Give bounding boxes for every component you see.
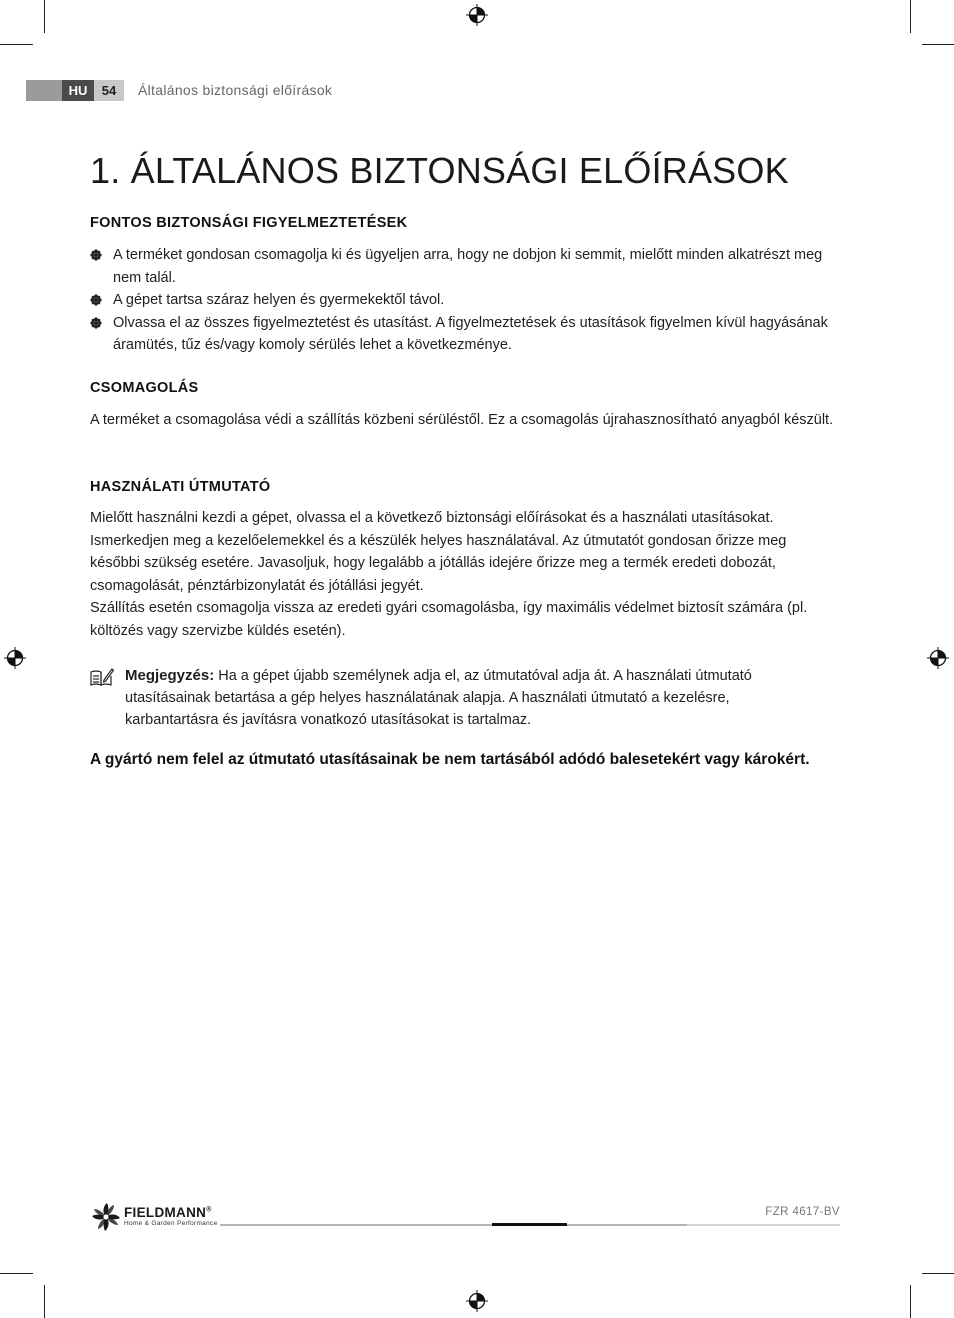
- crosshair-registration-icon: [927, 647, 949, 669]
- fan-flower-logo-icon: [90, 1201, 122, 1233]
- bullet-text: A gépet tartsa száraz helyen és gyermekektől távol.: [113, 292, 445, 308]
- crop-mark: [910, 1285, 911, 1318]
- manual-paragraph-1: Mielőtt használni kezdi a gépet, olvassa el a következő biztonsági előírásokat és a használati utasításokat. Ismerkedjen meg a kezelőelemekkel és a készülék helyes használatával. Az útmutatót gondosan őrizze meg későbbi szükség esetére. Javasoljuk, hogy legalább a jótállás idejére őrizze meg a termék eredeti dobozát, csomagolását, pénztárbizonylatát és jótállási jegyét.: [90, 510, 787, 594]
- crop-mark: [910, 0, 911, 33]
- registered-mark: ®: [206, 1206, 212, 1214]
- crop-mark: [0, 1273, 33, 1274]
- open-book-pencil-icon: [90, 667, 114, 687]
- bullet-text: A terméket gondosan csomagolja ki és ügyeljen arra, hogy ne dobjon ki semmit, mielőtt minden alkatrészt meg nem talál.: [113, 247, 823, 286]
- crop-mark: [0, 44, 33, 45]
- footer-rule: [687, 1224, 840, 1226]
- section-heading-packaging: CSOMAGOLÁS: [90, 380, 199, 396]
- manual-paragraph-2: Szállítás esetén csomagolja vissza az eredeti gyári csomagolásba, így maximális védelmet biztosít számára (pl. költözés vagy szervizbe küldés esetén).: [90, 600, 808, 639]
- bullet-text: Olvassa el az összes figyelmeztetést és utasítást. A figyelmeztetések és utasítások figyelmen kívül hagyásának áramütés, tűz és/vagy komoly sérülés lehet a következménye.: [113, 314, 828, 353]
- header-accent-bar: [26, 80, 62, 101]
- footer-rule: [567, 1224, 687, 1226]
- running-header-title: Általános biztonsági előírások: [138, 82, 333, 98]
- language-badge: HU: [62, 80, 94, 101]
- crop-mark: [44, 0, 45, 33]
- model-number: FZR 4617-BV: [765, 1206, 840, 1218]
- brand-tagline: Home & Garden Performance: [124, 1220, 218, 1227]
- packaging-text: A terméket a csomagolása védi a szállítás közbeni sérüléstől. Ez a csomagolás újrahasznosítható anyagból készült.: [90, 412, 834, 428]
- crosshair-registration-icon: [4, 647, 26, 669]
- crosshair-registration-icon: [466, 4, 488, 26]
- brand-text: FIELDMANN: [124, 1205, 207, 1220]
- section-heading-warnings: FONTOS BIZTONSÁGI FIGYELMEZTETÉSEK: [90, 215, 408, 231]
- list-item: [90, 289, 830, 312]
- list-item: [90, 312, 830, 357]
- crosshair-registration-icon: [466, 1290, 488, 1312]
- list-item: [90, 244, 830, 289]
- brand-logo: [90, 1201, 220, 1235]
- asterisk-flower-icon: [90, 294, 102, 306]
- page-number: 54: [94, 80, 124, 101]
- note-label: Megjegyzés:: [125, 667, 215, 684]
- disclaimer: A gyártó nem felel az útmutató utasításainak be nem tartásából adódó balesetekért vagy károkért.: [90, 751, 810, 768]
- warning-list: [90, 244, 830, 357]
- crop-mark: [922, 1273, 954, 1274]
- asterisk-flower-icon: [90, 249, 102, 261]
- footer-rule-accent: [492, 1223, 567, 1226]
- crop-mark: [922, 44, 954, 45]
- asterisk-flower-icon: [90, 317, 102, 329]
- section-heading-manual: HASZNÁLATI ÚTMUTATÓ: [90, 479, 271, 495]
- brand-name: [124, 1205, 212, 1220]
- footer-rule: [220, 1224, 492, 1226]
- page-title: 1. ÁLTALÁNOS BIZTONSÁGI ELŐÍRÁSOK: [90, 150, 789, 191]
- crop-mark: [44, 1285, 45, 1318]
- note-text: Ha a gépet újabb személynek adja el, az útmutatóval adja át. A használati útmutató utasításainak betartása a gép helyes használatának alapja. A használati útmutató a kezelésre, karbantartásra és javításra vonatkozó utasításokat is tartalmaz.: [125, 668, 752, 728]
- note-block: [125, 665, 825, 731]
